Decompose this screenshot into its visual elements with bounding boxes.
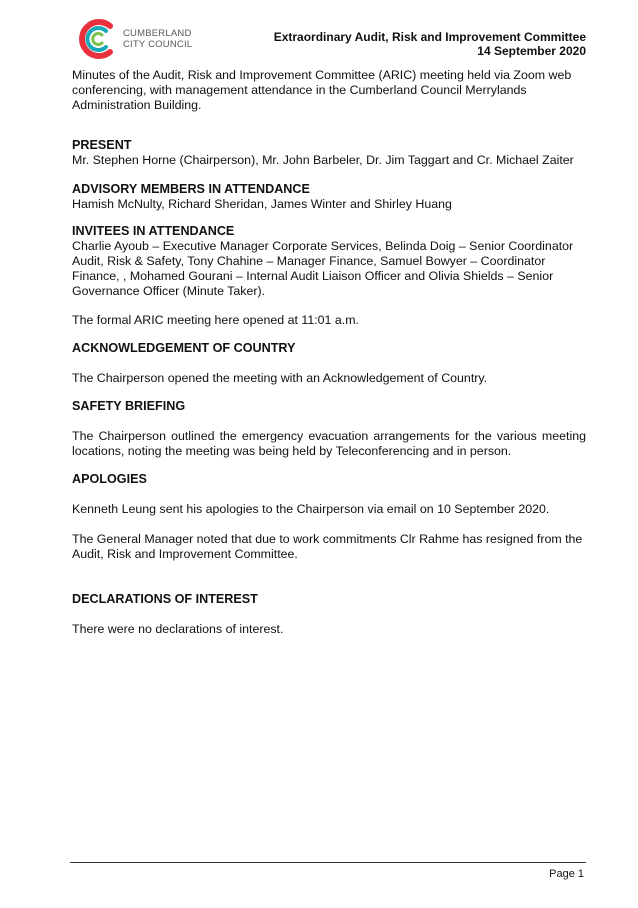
- apologies-heading: APOLOGIES: [72, 472, 147, 486]
- header-meeting-info: [274, 30, 586, 58]
- committee-title: Extraordinary Audit, Risk and Improvement Committee: [273, 30, 586, 44]
- cumberland-logo: [73, 14, 203, 64]
- safety-heading: SAFETY BRIEFING: [72, 399, 186, 413]
- footer-divider: [70, 862, 586, 863]
- advisory-heading: ADVISORY MEMBERS IN ATTENDANCE: [72, 182, 310, 196]
- declarations-text: There were no declarations of interest.: [72, 622, 284, 636]
- present-text: Mr. Stephen Horne (Chairperson), Mr. John Barbeler, Dr. Jim Taggart and Cr. Michael Zaiter: [72, 153, 574, 167]
- intro-paragraph: Minutes of the Audit, Risk and Improvement Committee (ARIC) meeting held via Zoom web conferencing, with management attendance in the Cumberland Council Merrylands Administration Building.: [72, 68, 572, 112]
- apologies-text-2: The General Manager noted that due to work commitments Clr Rahme has resigned from the Audit, Risk and Improvement Committee.: [72, 532, 583, 561]
- meeting-date: 14 September 2020: [477, 44, 586, 58]
- minutes-body: [72, 68, 586, 637]
- acknowledgement-heading: ACKNOWLEDGEMENT OF COUNTRY: [72, 341, 296, 355]
- page-number: Page 1: [549, 868, 584, 880]
- logo-text: [123, 28, 192, 50]
- opened-text: The formal ARIC meeting here opened at 11:01 a.m.: [72, 313, 359, 327]
- logo-line-1: CUMBERLAND: [123, 28, 192, 39]
- logo-line-2: CITY COUNCIL: [123, 39, 193, 50]
- acknowledgement-text: The Chairperson opened the meeting with an Acknowledgement of Country.: [72, 371, 488, 385]
- apologies-text-1: Kenneth Leung sent his apologies to the Chairperson via email on 10 September 2020.: [72, 502, 550, 516]
- page-header: [0, 0, 638, 70]
- invitees-text: Charlie Ayoub – Executive Manager Corporate Services, Belinda Doig – Senior Coordinator Audit, Risk & Safety, Tony Chahine – Manager Finance, Samuel Bowyer – Coordinator Finance, , Mohamed Gourani – Internal Audit Liaison Officer and Olivia Shields – Senior Governance Officer (Minute Taker).: [72, 239, 574, 298]
- present-heading: PRESENT: [72, 138, 132, 152]
- declarations-heading: DECLARATIONS OF INTEREST: [72, 592, 258, 606]
- cumberland-logo-icon: [73, 16, 119, 62]
- advisory-text: Hamish McNulty, Richard Sheridan, James Winter and Shirley Huang: [72, 197, 452, 211]
- safety-text: The Chairperson outlined the emergency evacuation arrangements for the various meeting locations, noting the meeting was being held by Teleconferencing and in person.: [72, 429, 586, 458]
- invitees-heading: INVITEES IN ATTENDANCE: [72, 224, 235, 238]
